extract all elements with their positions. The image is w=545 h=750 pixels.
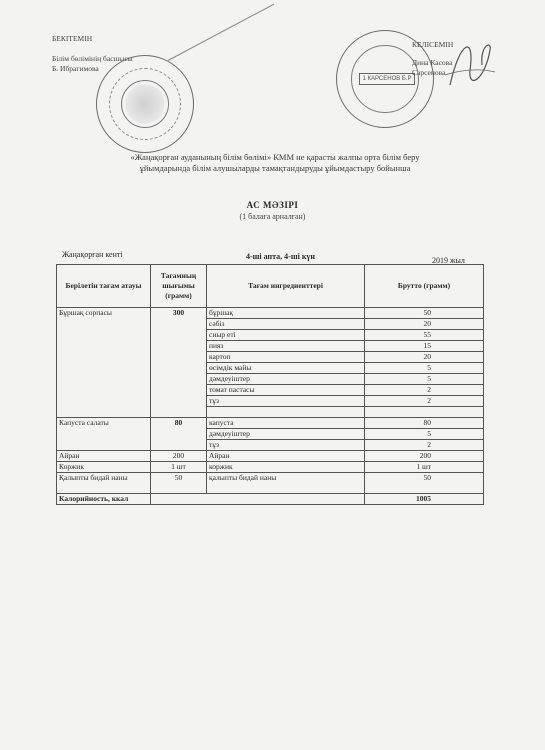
ingredient-gross: 2 bbox=[365, 440, 484, 451]
approval-right-title: КЕЛІСЕМІН bbox=[412, 40, 454, 49]
menu-subtitle: (1 балаға арналған) bbox=[239, 212, 306, 221]
heading-line1: «Жаңақорған ауданының білім бөлімі» КММ не қарасты жалпы орта білім беру bbox=[130, 152, 420, 162]
ingredient-name: тұз bbox=[207, 440, 365, 451]
handwritten-signature-icon bbox=[440, 30, 500, 100]
heading-line2: ұйымдарында білім алушыларды тамақтандыруды ұйымдастыру бойынша bbox=[139, 163, 411, 173]
ingredient-gross: 5 bbox=[365, 374, 484, 385]
week-day-label: 4-ші апта, 4-ші күн bbox=[246, 252, 316, 261]
dish-name: Бұршақ сорпасы bbox=[57, 308, 151, 418]
ingredient-gross: 50 bbox=[365, 308, 484, 319]
ingredient-name: сәбіз bbox=[207, 319, 365, 330]
ingredient-gross: 5 bbox=[365, 363, 484, 374]
ingredient-name: картоп bbox=[207, 352, 365, 363]
ingredient-gross: 200 bbox=[365, 451, 484, 462]
header-gross: Брутто (грамм) bbox=[365, 265, 484, 308]
dish-name: Коржик bbox=[57, 462, 151, 473]
ingredient-name: Айран bbox=[207, 451, 365, 462]
ingredient-gross: 50 bbox=[365, 473, 484, 494]
dish-name: Капуста салаты bbox=[57, 418, 151, 451]
approval-right-line1: Дина Касова bbox=[412, 58, 453, 67]
stamp-code: 1 КАРСЕНОВ Б.Р bbox=[359, 73, 415, 85]
ingredient-name: томат пастасы bbox=[207, 385, 365, 396]
approval-left-line1: Білім бөлімінің басшысы bbox=[52, 54, 133, 63]
table-row bbox=[57, 418, 484, 429]
ingredient-name: дәмдеуіштер bbox=[207, 374, 365, 385]
menu-title: АС МӘЗІРІ bbox=[246, 200, 299, 210]
dish-name: Айран bbox=[57, 451, 151, 462]
ingredient-gross: 15 bbox=[365, 341, 484, 352]
table-row bbox=[57, 462, 484, 473]
ingredient-gross: 80 bbox=[365, 418, 484, 429]
table-row bbox=[57, 451, 484, 462]
approval-left-title: БЕКІТЕМІН bbox=[52, 34, 93, 43]
emblem-icon bbox=[121, 80, 169, 128]
ingredient-name: қалыпты бидай наны bbox=[207, 473, 365, 494]
document-heading bbox=[60, 152, 490, 174]
ingredient-name: бұршақ bbox=[207, 308, 365, 319]
ingredient-gross: 20 bbox=[365, 319, 484, 330]
ingredient-name: дәмдеуіштер bbox=[207, 429, 365, 440]
table-header-row bbox=[57, 265, 484, 308]
ingredient-gross: 20 bbox=[365, 352, 484, 363]
ingredient-gross: 5 bbox=[365, 429, 484, 440]
ingredient-name: коржик bbox=[207, 462, 365, 473]
dish-yield: 50 bbox=[151, 473, 207, 494]
year-label: 2019 жыл bbox=[432, 256, 465, 265]
table-row bbox=[57, 308, 484, 319]
empty-cell bbox=[151, 494, 365, 505]
table-row bbox=[57, 473, 484, 494]
ingredient-name: тұз bbox=[207, 396, 365, 407]
approval-right-line2: Сарсенова bbox=[412, 68, 446, 77]
ingredient-gross: 2 bbox=[365, 385, 484, 396]
empty-cell bbox=[207, 407, 365, 418]
header-ingredients: Тағам ингредиенттері bbox=[207, 265, 365, 308]
menu-table bbox=[56, 264, 484, 505]
ingredient-gross: 1 шт bbox=[365, 462, 484, 473]
ingredient-gross: 2 bbox=[365, 396, 484, 407]
dish-yield: 200 bbox=[151, 451, 207, 462]
total-value: 1005 bbox=[365, 494, 484, 505]
header-yield: Тағамның шығымы (грамм) bbox=[151, 265, 207, 308]
round-stamp-left bbox=[96, 55, 194, 153]
total-label: Калорийность, ккал bbox=[57, 494, 151, 505]
table-total-row bbox=[57, 494, 484, 505]
header-dish-name: Берілетін тағам атауы bbox=[57, 265, 151, 308]
ingredient-gross: 55 bbox=[365, 330, 484, 341]
ingredient-name: сиыр еті bbox=[207, 330, 365, 341]
ingredient-name: капуста bbox=[207, 418, 365, 429]
place-label: Жаңақорған кенті bbox=[62, 250, 123, 259]
empty-cell bbox=[365, 407, 484, 418]
ingredient-name: пияз bbox=[207, 341, 365, 352]
dish-yield: 1 шт bbox=[151, 462, 207, 473]
dish-yield: 80 bbox=[151, 418, 207, 451]
dish-yield: 300 bbox=[151, 308, 207, 418]
ingredient-name: өсімдік майы bbox=[207, 363, 365, 374]
approval-left-line2: Б. Ибрагимова bbox=[52, 64, 99, 73]
signature-stroke bbox=[168, 4, 274, 61]
dish-name: Қалыпты бидай наны bbox=[57, 473, 151, 494]
